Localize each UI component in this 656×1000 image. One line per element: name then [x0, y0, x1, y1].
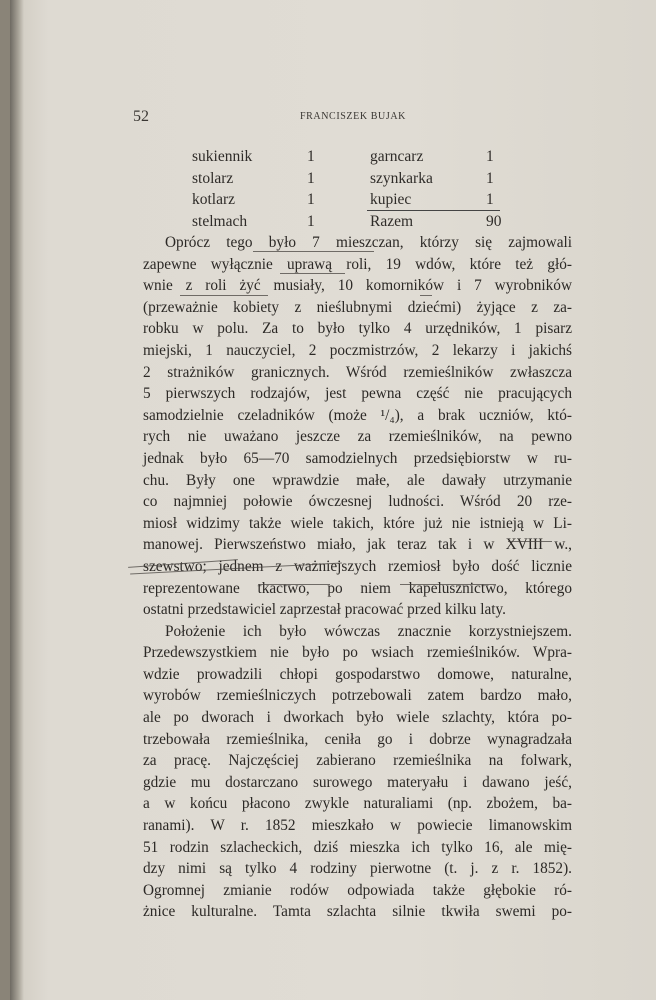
craft-count: 1	[307, 212, 315, 230]
pencil-underline	[400, 584, 496, 585]
total-count: 90	[486, 212, 502, 230]
text-line: samodzielnie czeladników (może ¹/₄), a brak uczniów, któ-	[143, 406, 572, 424]
page-number: 52	[133, 108, 149, 125]
pencil-underline	[180, 295, 268, 296]
text-line: 2 strażników granicznych. Wśród rzemieślników zwłaszcza	[143, 363, 572, 381]
text-line: co najmniej połowie ówczesnej ludności. Wśród 20 rze-	[143, 493, 572, 511]
text-line: gdzie mu dostarczano surowego materyału i dawano jeść,	[143, 773, 572, 791]
text-line: a w końcu płacono zwykle naturaliami (np. zbożem, ba-	[143, 795, 572, 813]
text-line: 51 rodzin szlacheckich, dziś mieszka ich tylko 16, ale mię-	[143, 838, 572, 856]
text-line: Położenie ich było wówczas znacznie korzystniejszem.	[165, 622, 572, 640]
text-line: robku w polu. Za to było tylko 4 urzędników, 1 pisarz	[143, 320, 572, 338]
table-row	[192, 170, 512, 192]
text-line: miosł widzimy także wiele takich, które już nie istnieją w Li-	[143, 514, 572, 532]
text-line: jednak było 65—70 samodzielnych przedsiębiorstw w ru-	[143, 449, 572, 467]
page-spine-shadow	[10, 0, 24, 1000]
page-header	[133, 108, 573, 128]
text-line: ranami). W r. 1852 mieszkało w powiecie limanowskim	[143, 817, 572, 835]
craft-count: 1	[307, 148, 315, 165]
pencil-underline	[253, 251, 374, 252]
text-line: wyrobów rzemieślniczych potrzebowali zatem bardzo mało,	[143, 687, 572, 705]
craft-count: 1	[307, 169, 315, 187]
text-line: za pracę. Najczęściej zabierano rzemieślnika na folwark,	[143, 752, 572, 770]
text-line: żnice kulturalne. Tamta szlachta silnie tkwiła swemi po-	[143, 903, 572, 921]
text-line: Oprócz tego było 7 mieszczan, którzy się zajmowali	[165, 234, 572, 251]
text-line: Przedewszystkiem nie było po wsiach rzemieślników. Wpra-	[143, 644, 572, 662]
pencil-underline	[258, 584, 330, 585]
crafts-table	[192, 148, 512, 234]
text-line: dzy nimi są tylko 4 rodziny pierwotne (t. j. z r. 1852).	[143, 860, 572, 878]
text-line: reprezentowane tkactwo, po niem kapelusznictwo, którego	[143, 579, 572, 597]
text-line: ale po dworach i dworkach było wiele szlachty, która po-	[143, 709, 572, 727]
text-line: ostatni przedstawiciel zaprzestał pracować przed kilku laty.	[143, 601, 506, 619]
craft-name: kotlarz	[192, 191, 236, 208]
table-row	[192, 148, 512, 170]
text-line: zapewne wyłącznie uprawą roli, 19 wdów, które też głó-	[143, 255, 572, 273]
text-line: szewstwo; jednem z ważniejszych rzemiosł było dość licznie	[143, 557, 572, 575]
total-label: Razem	[370, 212, 414, 230]
craft-name: stelmach	[192, 212, 248, 230]
pencil-underline	[280, 273, 345, 274]
table-row	[192, 213, 512, 235]
text-line: (przeważnie kobiety z nieślubnymi dziećmi) żyjące z za-	[143, 298, 572, 316]
sum-rule	[367, 210, 500, 211]
text-line: 5 pierwszych rodzajów, jest pewna część nie pracujących	[143, 385, 572, 403]
craft-name: garncarz	[370, 148, 424, 165]
craft-name: sukiennik	[192, 148, 253, 165]
craft-count: 1	[307, 191, 315, 208]
body-text	[143, 232, 572, 923]
craft-count: 1	[486, 191, 494, 208]
text-line: wnie z roli żyć musiały, 10 komorników i 7 wyrobników	[143, 277, 572, 295]
craft-name: kupiec	[370, 191, 412, 208]
pencil-underline	[508, 541, 552, 542]
craft-name: stolarz	[192, 169, 234, 187]
text-line: miejski, 1 nauczyciel, 2 poczmistrzów, 2 lekarzy i jakichś	[143, 341, 572, 359]
craft-name: szynkarka	[370, 169, 433, 187]
text-line: chu. Były one wprawdzie małe, ale dawały utrzymanie	[143, 471, 572, 489]
craft-count: 1	[486, 169, 494, 187]
text-line: Ogromnej zmianie rodów odpowiada także głębokie ró-	[143, 881, 572, 899]
pencil-underline	[420, 295, 432, 296]
text-line: manowej. Pierwszeństwo miało, jak teraz tak i w XVIII w.,	[143, 536, 572, 554]
text-line: wdzie prowadzili chłopi gospodarstwo domowe, naturalne,	[143, 665, 572, 683]
text-line: rych nie uważano jeszcze za rzemieślników, na pewno	[143, 428, 572, 446]
text-line: trzebowała rzemieślnika, ceniła go i dobrze wynagradzała	[143, 730, 572, 748]
craft-count: 1	[486, 148, 494, 165]
running-head: FRANCISZEK BUJAK	[299, 111, 406, 122]
